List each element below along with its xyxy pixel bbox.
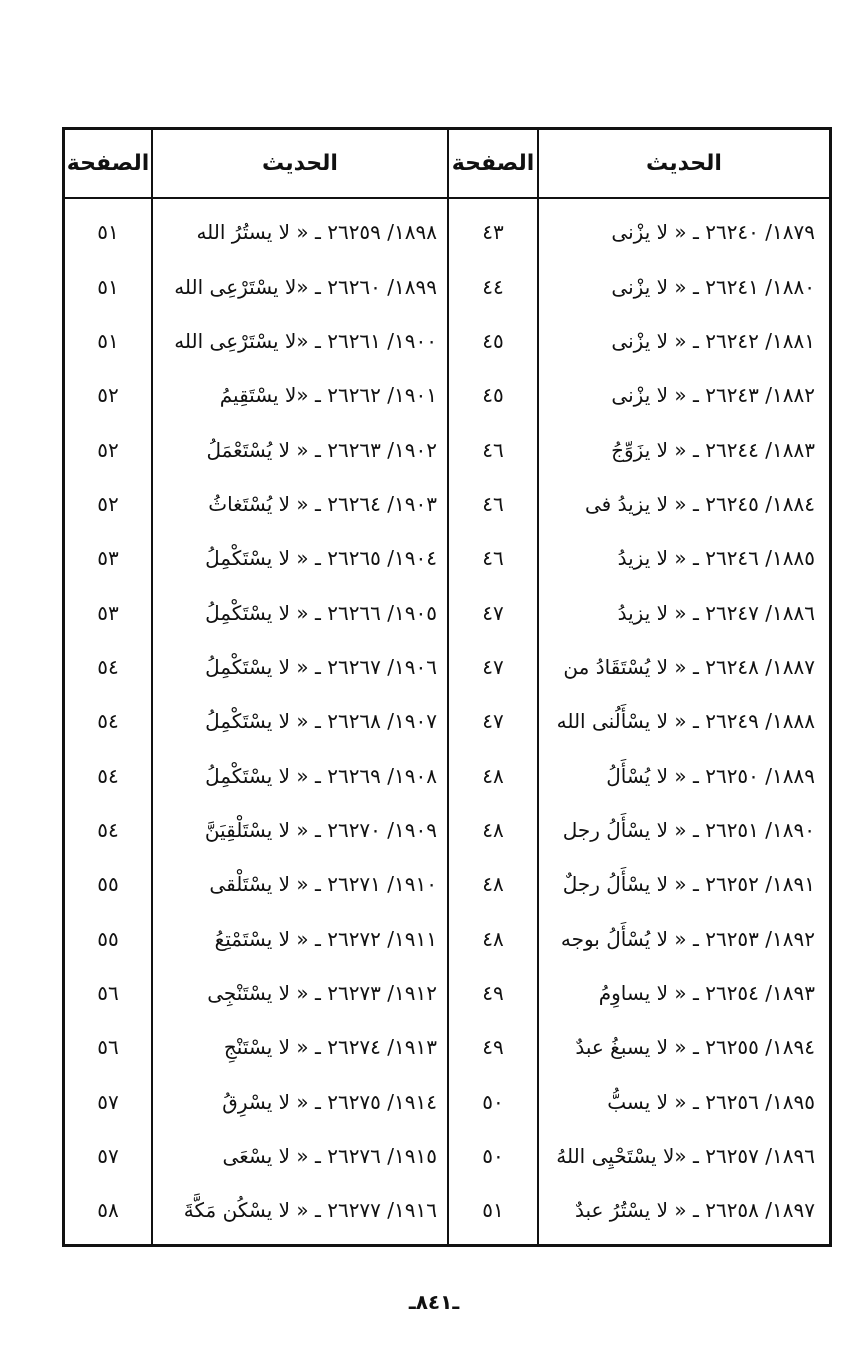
- hadith-entry-right: ١٨٩١/ ٢٦٢٥٢ ـ « لا يسْأَلُ رجلٌ: [562, 872, 815, 897]
- page-number-left: ٥٧: [97, 1089, 119, 1114]
- page-number-left: ٥١: [97, 220, 119, 245]
- table-row: [65, 1075, 829, 1129]
- page-number-left: ٥٦: [97, 1035, 119, 1060]
- page-number-right: ٤٦: [482, 491, 504, 516]
- hadith-entry-left: ١٩٠٠/ ٢٦٢٦١ ـ «لا يسْتَرْعِى الله: [174, 328, 437, 353]
- page-number-left: ٥٤: [97, 654, 119, 679]
- hadith-entry-left: ١٩١٦/ ٢٦٢٧٧ ـ « لا يسْكُن مَكَّةَ: [183, 1198, 437, 1223]
- header-page-right: الصفحة: [451, 151, 535, 176]
- table-row: [65, 314, 829, 368]
- page-number-right: ٤٨: [482, 872, 504, 897]
- table-row: [65, 803, 829, 857]
- table-row: [65, 477, 829, 531]
- hadith-entry-left: ١٩٠١/ ٢٦٢٦٢ ـ «لا يسْتَقِيمُ: [219, 383, 437, 408]
- index-table: [62, 127, 832, 1247]
- page-number-right: ٤٩: [482, 1035, 504, 1060]
- hadith-entry-right: ١٨٨٦/ ٢٦٢٤٧ ـ « لا يزيدُ: [617, 600, 815, 625]
- page-number-left: ٥٦: [97, 980, 119, 1005]
- hadith-entry-right: ١٨٨٨/ ٢٦٢٤٩ ـ « لا يسْأَلُنى الله: [556, 709, 815, 734]
- hadith-entry-left: ١٩٠٤/ ٢٦٢٦٥ ـ « لا يسْتَكْمِلُ: [205, 546, 437, 571]
- page-number-right: ٤٣: [482, 220, 504, 245]
- page-number-right: ٤٦: [482, 546, 504, 571]
- page-number-right: ٤٧: [482, 600, 504, 625]
- page-number-right: ٤٤: [482, 274, 504, 299]
- page-number-left: ٥٢: [97, 491, 119, 516]
- header-page-left: الصفحة: [66, 151, 150, 176]
- hadith-entry-left: ١٨٩٨/ ٢٦٢٥٩ ـ « لا يستُرُ الله: [196, 220, 437, 245]
- hadith-entry-right: ١٨٩٥/ ٢٦٢٥٦ ـ « لا يسبُّ: [607, 1089, 815, 1114]
- page-number-left: ٥٥: [97, 926, 119, 951]
- hadith-entry-left: ١٩٠٢/ ٢٦٢٦٣ ـ « لا يُسْتَعْمَلُ: [206, 437, 437, 462]
- hadith-entry-right: ١٨٨٢/ ٢٦٢٤٣ ـ « لا يزْنى: [611, 383, 815, 408]
- page-number-left: ٥٣: [97, 546, 119, 571]
- table-row: [65, 1129, 829, 1183]
- hadith-entry-left: ١٩١٢/ ٢٦٢٧٣ ـ « لا يسْتَنْجِى: [207, 980, 437, 1005]
- table-row: [65, 966, 829, 1020]
- page-number-right: ٤٨: [482, 817, 504, 842]
- hadith-entry-left: ١٩٠٨/ ٢٦٢٦٩ ـ « لا يسْتَكْمِلُ: [205, 763, 437, 788]
- table-row: [65, 259, 829, 313]
- hadith-entry-right: ١٨٨٩/ ٢٦٢٥٠ ـ « لا يُسْأَلُ: [606, 763, 815, 788]
- page-number-right: ٤٧: [482, 709, 504, 734]
- hadith-entry-right: ١٨٩٤/ ٢٦٢٥٥ ـ « لا يسبغُ عبدٌ: [575, 1035, 815, 1060]
- header-hadith-left: الحديث: [262, 151, 338, 176]
- table-row: [65, 911, 829, 965]
- hadith-entry-left: ١٩١١/ ٢٦٢٧٢ ـ « لا يسْتَمْتِعُ: [214, 926, 437, 951]
- page-number-right: ٥٠: [482, 1144, 504, 1169]
- page-number-left: ٥٣: [97, 600, 119, 625]
- page-number-left: ٥١: [97, 328, 119, 353]
- table-row: [65, 205, 829, 259]
- table-row: [65, 694, 829, 748]
- page-number: ـ٨٤١ـ: [408, 1290, 460, 1314]
- page-number-left: ٥٤: [97, 817, 119, 842]
- hadith-entry-right: ١٨٩٠/ ٢٦٢٥١ ـ « لا يسْأَلُ رجل: [562, 817, 815, 842]
- hadith-entry-right: ١٨٧٩/ ٢٦٢٤٠ ـ « لا يزْنى: [611, 220, 815, 245]
- table-row: [65, 748, 829, 802]
- page-number-left: ٥٨: [97, 1198, 119, 1223]
- table-row: [65, 585, 829, 639]
- page-number-left: ٥١: [97, 274, 119, 299]
- table-row: [65, 422, 829, 476]
- hadith-entry-left: ١٩١٣/ ٢٦٢٧٤ ـ « لا يسْتَنْجِ: [223, 1035, 437, 1060]
- table-row: [65, 1020, 829, 1074]
- hadith-entry-left: ١٩٠٦/ ٢٦٢٦٧ ـ « لا يسْتَكْمِلُ: [205, 654, 437, 679]
- page-number-left: ٥٤: [97, 763, 119, 788]
- hadith-entry-left: ١٩١٥/ ٢٦٢٧٦ ـ « لا يسْعَى: [222, 1144, 437, 1169]
- hadith-entry-left: ١٩٠٥/ ٢٦٢٦٦ ـ « لا يسْتَكْمِلُ: [205, 600, 437, 625]
- header-hadith-right: الحديث: [646, 151, 722, 176]
- hadith-entry-left: ١٩١٤/ ٢٦٢٧٥ ـ « لا يسْرِقُ: [222, 1089, 437, 1114]
- hadith-entry-left: ١٩٠٣/ ٢٦٢٦٤ ـ « لا يُسْتَغاثُ: [208, 491, 437, 516]
- page-number-right: ٤٨: [482, 926, 504, 951]
- page-number-right: ٤٥: [482, 383, 504, 408]
- hadith-entry-right: ١٨٨١/ ٢٦٢٤٢ ـ « لا يزْنى: [611, 328, 815, 353]
- hadith-entry-right: ١٨٩٢/ ٢٦٢٥٣ ـ « لا يُسْأَلُ بوجه: [560, 926, 815, 951]
- table-row: [65, 640, 829, 694]
- hadith-entry-right: ١٨٨٤/ ٢٦٢٤٥ ـ « لا يزيدُ فى: [585, 491, 815, 516]
- page-number-right: ٥١: [482, 1198, 504, 1223]
- hadith-entry-left: ١٩١٠/ ٢٦٢٧١ ـ « لا يسْتَلْقى: [209, 872, 437, 897]
- table-row: [65, 368, 829, 422]
- hadith-entry-right: ١٨٩٦/ ٢٦٢٥٧ ـ «لا يسْتَحْيِى اللهُ: [556, 1144, 815, 1169]
- hadith-entry-left: ١٩٠٩/ ٢٦٢٧٠ ـ « لا يسْتَلْقِيَنَّ: [204, 817, 437, 842]
- table-row: [65, 1183, 829, 1237]
- page-number-left: ٥٥: [97, 872, 119, 897]
- hadith-entry-right: ١٨٩٧/ ٢٦٢٥٨ ـ « لا يسْتُرُ عبدٌ: [574, 1198, 815, 1223]
- hadith-entry-right: ١٨٨٠/ ٢٦٢٤١ ـ « لا يزْنى: [611, 274, 815, 299]
- page-number-left: ٥٢: [97, 437, 119, 462]
- page-number-right: ٥٠: [482, 1089, 504, 1114]
- table-body: [65, 205, 829, 1238]
- table-row: [65, 857, 829, 911]
- hadith-entry-right: ١٨٨٣/ ٢٦٢٤٤ ـ « لا يزَوِّجُ: [611, 437, 815, 462]
- page-number-right: ٤٥: [482, 328, 504, 353]
- page-number-right: ٤٩: [482, 980, 504, 1005]
- page-number-left: ٥٤: [97, 709, 119, 734]
- table-row: [65, 531, 829, 585]
- page-number-right: ٤٦: [482, 437, 504, 462]
- hadith-entry-left: ١٨٩٩/ ٢٦٢٦٠ ـ «لا يسْتَرْعِى الله: [174, 274, 437, 299]
- hadith-entry-right: ١٨٨٧/ ٢٦٢٤٨ ـ « لا يُسْتَقَادُ من: [563, 654, 815, 679]
- page-number-right: ٤٧: [482, 654, 504, 679]
- page-number-left: ٥٢: [97, 383, 119, 408]
- hadith-entry-right: ١٨٩٣/ ٢٦٢٥٤ ـ « لا يساوِمُ: [598, 980, 815, 1005]
- page-number-left: ٥٧: [97, 1144, 119, 1169]
- page-number-right: ٤٨: [482, 763, 504, 788]
- hadith-entry-right: ١٨٨٥/ ٢٦٢٤٦ ـ « لا يزيدُ: [617, 546, 815, 571]
- hadith-entry-left: ١٩٠٧/ ٢٦٢٦٨ ـ « لا يسْتَكْمِلُ: [205, 709, 437, 734]
